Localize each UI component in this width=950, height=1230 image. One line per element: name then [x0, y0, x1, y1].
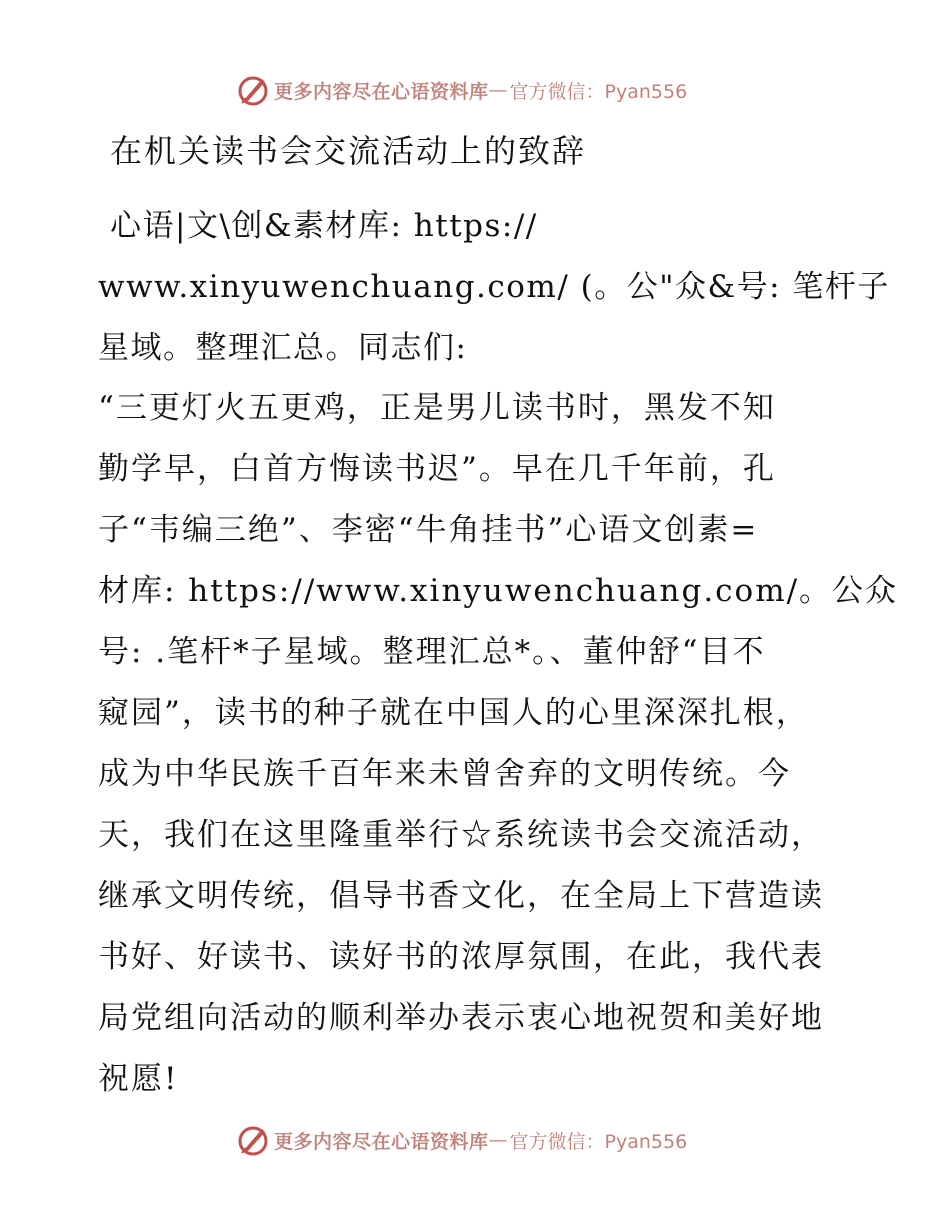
- footer-banner: [236, 1122, 687, 1158]
- body-line: 成为中华民族千百年来未曾舍弃的文明传统。今: [98, 756, 791, 792]
- quill-pen-circle-icon: [236, 73, 270, 107]
- body-line: 局党组向活动的顺利举办表示衷心地祝贺和美好地: [98, 1000, 824, 1036]
- source-line: 星域。整理汇总。同志们:: [98, 330, 468, 366]
- source-line: 心语|文\创&素材库: https://: [110, 208, 538, 244]
- body-line: 天，我们在这里隆重举行☆系统读书会交流活动，: [98, 817, 824, 853]
- body-line: 祝愿!: [98, 1061, 179, 1097]
- banner-wechat: 官方微信：Pyan556: [509, 1130, 688, 1153]
- body-line: 子“韦编三绝”、李密“牛角挂书”心语文创素=: [98, 512, 759, 548]
- banner-wechat: 官方微信：Pyan556: [509, 80, 688, 103]
- body-line: 号: .笔杆*子星域。整理汇总*。、董仲舒“目不: [98, 634, 766, 670]
- body-paragraph: [98, 378, 899, 1110]
- banner-text: 更多内容尽在心语资料库: [274, 80, 489, 103]
- banner-separator: —: [488, 79, 508, 101]
- header-banner: [236, 72, 687, 108]
- body-line: 窥园”，读书的种子就在中国人的心里深深扎根，: [98, 695, 809, 731]
- banner-text: 更多内容尽在心语资料库: [274, 1130, 489, 1153]
- body-line: 勤学早，白首方悔读书迟”。早在几千年前，孔: [98, 451, 776, 487]
- source-line: www.xinyuwenchuang.com/ (。公"众&号: 笔杆子: [98, 269, 890, 305]
- source-block: [98, 196, 890, 379]
- body-line: 书好、好读书、读好书的浓厚氛围，在此，我代表: [98, 939, 824, 975]
- body-line: “三更灯火五更鸡，正是男儿读书时，黑发不知: [98, 390, 776, 426]
- banner-separator: —: [488, 1129, 508, 1151]
- quill-pen-circle-icon: [236, 1123, 270, 1157]
- document-title: 在机关读书会交流活动上的致辞: [110, 132, 587, 170]
- body-line: 继承文明传统，倡导书香文化，在全局上下营造读: [98, 878, 824, 914]
- body-line: 材库: https://www.xinyuwenchuang.com/。公众: [98, 573, 899, 609]
